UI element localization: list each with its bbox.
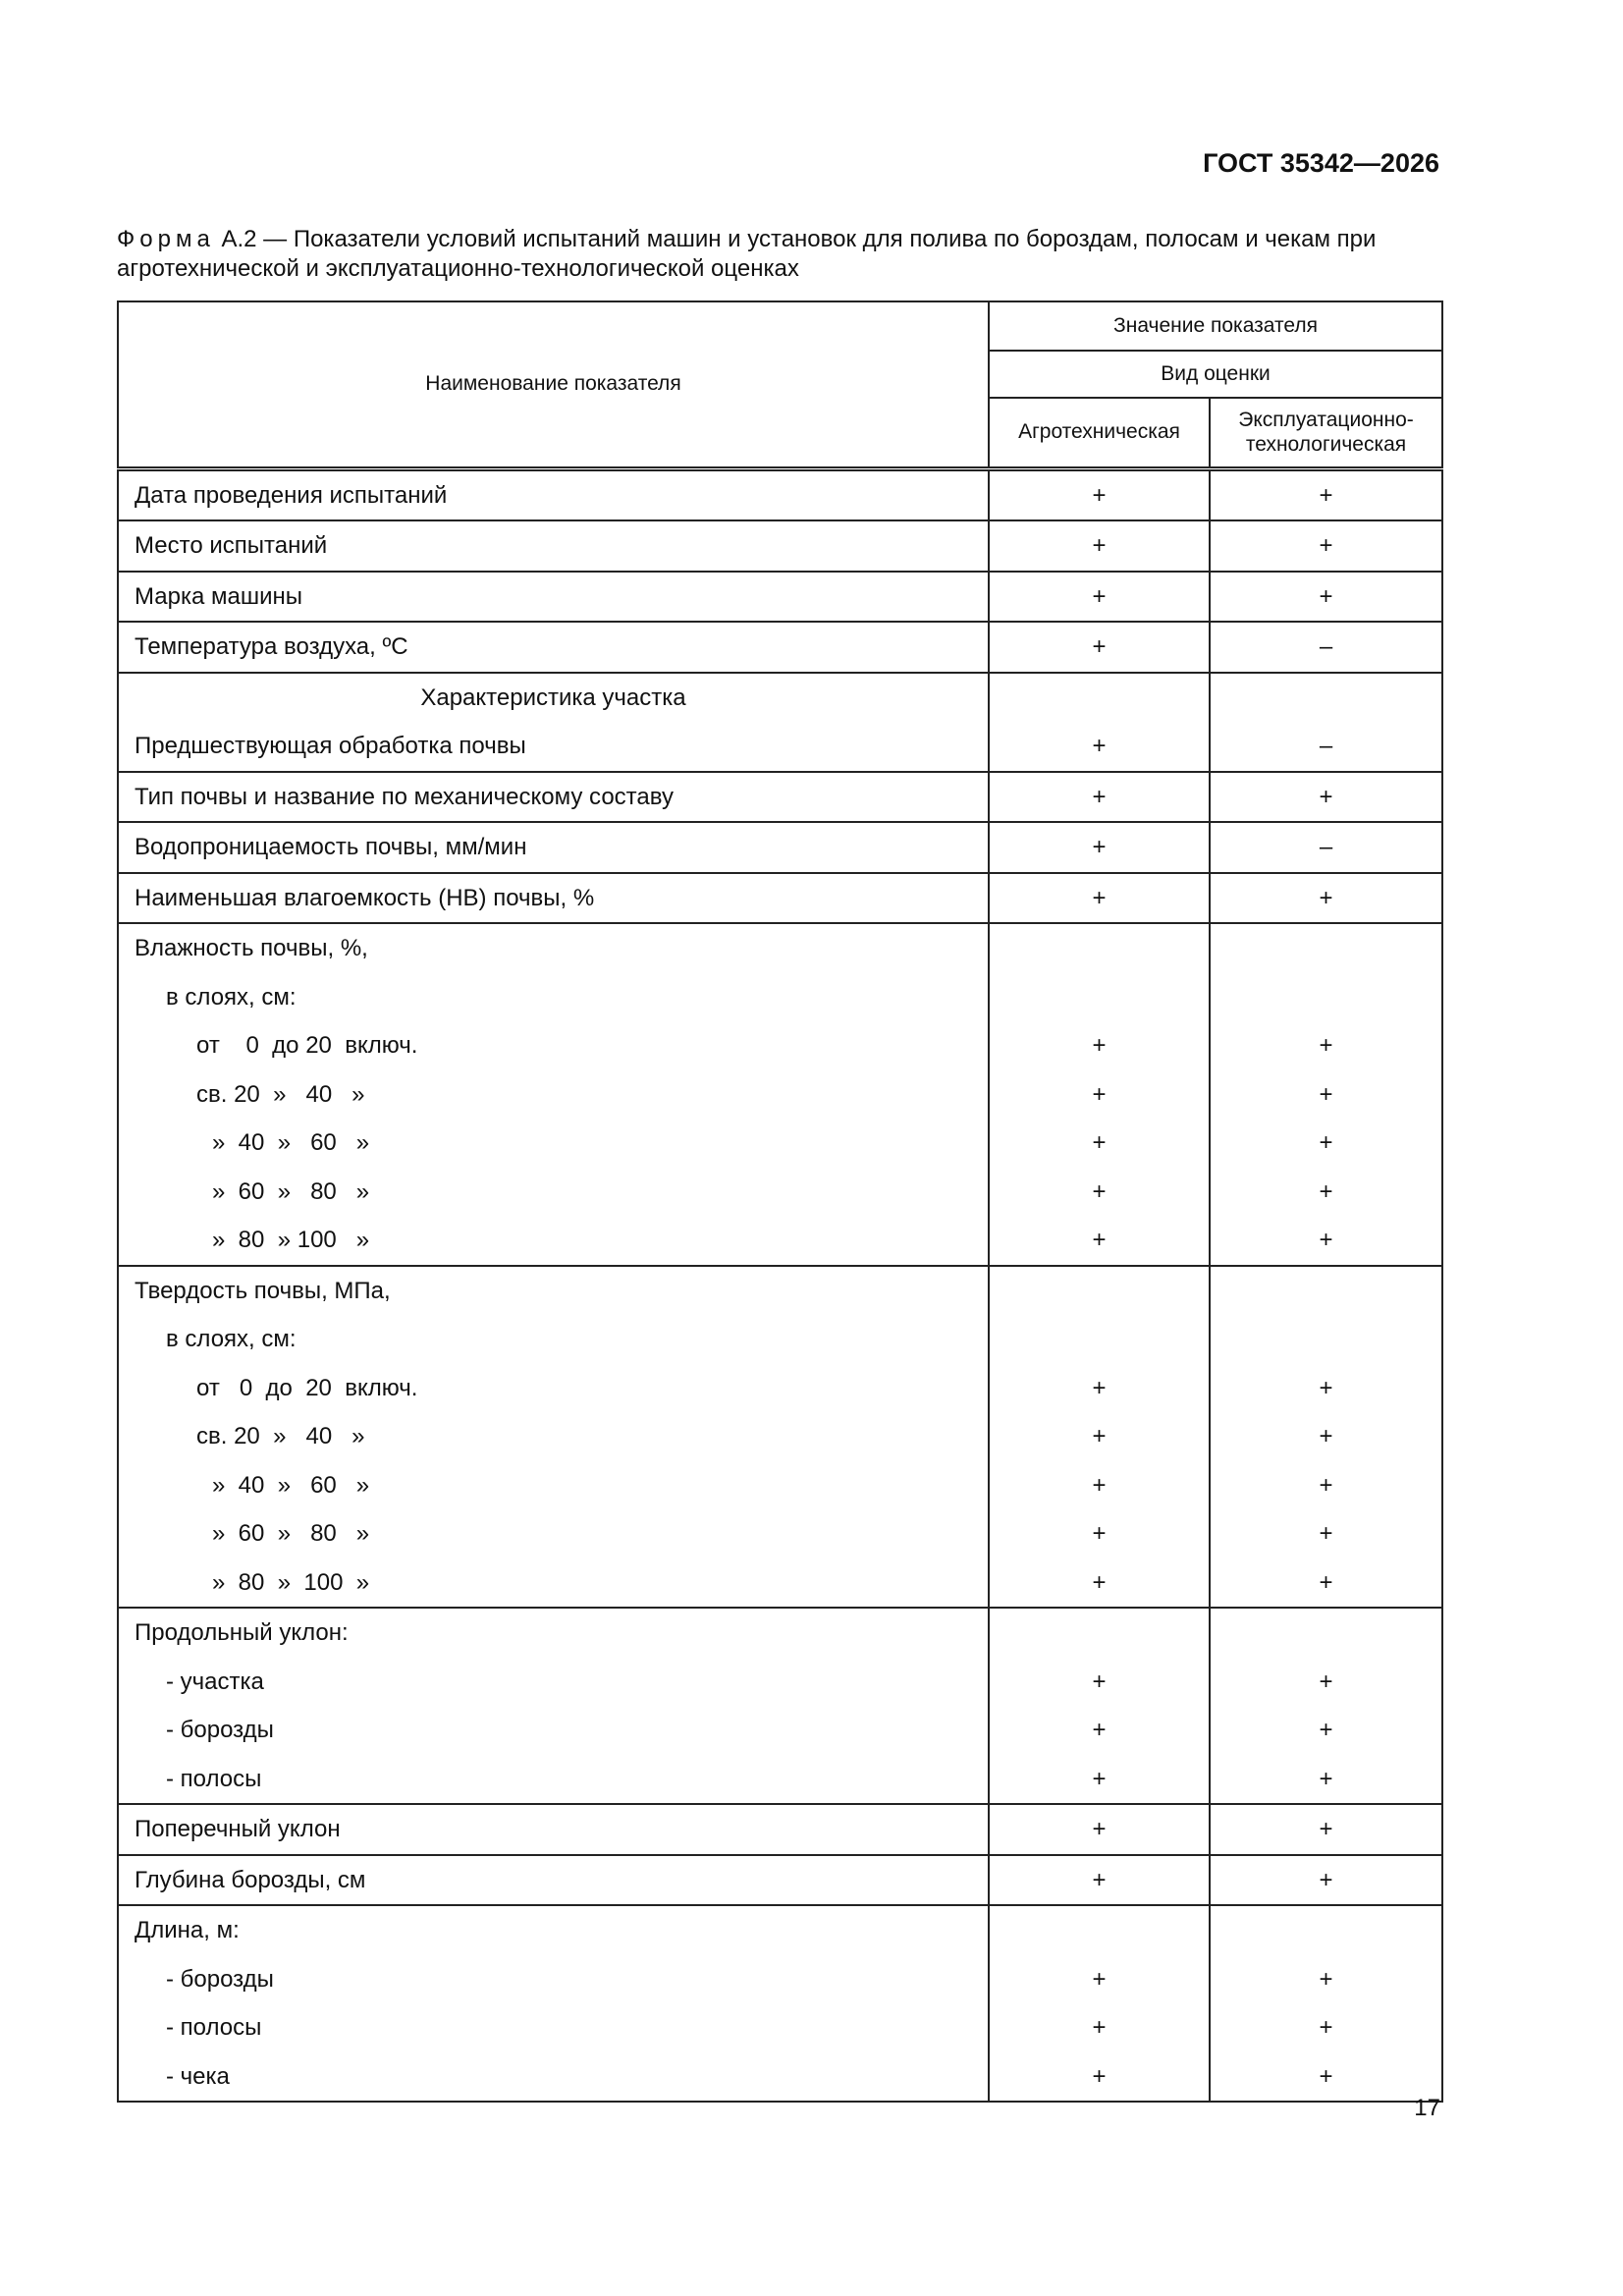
exp-value-cell	[1210, 923, 1442, 1266]
indicator-label: Влажность почвы, %,	[135, 935, 368, 961]
agro-value: +	[1092, 1177, 1107, 1205]
exp-value: +	[1319, 1816, 1333, 1842]
exp-value: +	[1319, 1374, 1333, 1401]
exp-value	[1211, 924, 1441, 973]
indicator-name-cell	[118, 520, 989, 572]
form-caption	[117, 225, 1442, 284]
indicator-label: - чека	[166, 2062, 230, 2090]
indicator-name-cell	[118, 468, 989, 520]
exp-value: +	[1319, 1520, 1333, 1547]
exp-value: +	[1319, 1965, 1333, 1993]
exp-value: +	[1319, 1177, 1333, 1205]
indicator-name-cell	[118, 822, 989, 873]
page-number: 17	[1414, 2095, 1440, 2121]
exp-value: +	[1319, 1032, 1333, 1059]
agro-value-cell	[989, 520, 1210, 572]
agro-value-cell	[989, 1266, 1210, 1609]
indicator-label: в слоях, см:	[166, 983, 297, 1011]
indicator-label: » 80 » 100 »	[212, 1568, 370, 1596]
indicator-name-cell	[118, 1804, 989, 1855]
indicator-label: Продольный уклон:	[135, 1619, 349, 1646]
exp-value: +	[1319, 1667, 1333, 1695]
indicator-name-cell	[118, 1855, 989, 1906]
agro-value	[990, 1609, 1209, 1658]
indicator-label: » 40 » 60 »	[212, 1471, 370, 1499]
exp-value-cell	[1210, 1804, 1442, 1855]
indicator-name-cell	[118, 1905, 989, 2102]
caption-text: А.2 — Показатели условий испытаний машин и установок для полива по бороздам, полосам и чекам при агротехнической и эксплуатационно-технологической оценках	[117, 226, 1377, 282]
indicator-label: - полосы	[166, 1765, 262, 1792]
indicator-label: Твердость почвы, МПа,	[135, 1277, 391, 1304]
exp-value: +	[1319, 1717, 1333, 1743]
indicator-label: » 60 » 80 »	[212, 1520, 370, 1547]
exp-value: +	[1319, 783, 1333, 810]
column-header-exp: Эксплуатационно-технологическая	[1210, 398, 1442, 468]
agro-value-cell	[989, 1905, 1210, 2102]
exp-value: +	[1319, 1423, 1333, 1449]
table-row	[118, 923, 1442, 1266]
agro-value-cell	[989, 468, 1210, 520]
agro-value: +	[1092, 733, 1107, 759]
exp-value	[1211, 1609, 1441, 1658]
table-row	[118, 873, 1442, 924]
indicator-label: Место испытаний	[135, 532, 328, 559]
exp-value: +	[1319, 582, 1333, 610]
exp-value-cell	[1210, 1905, 1442, 2102]
table-row	[118, 572, 1442, 623]
table-row	[118, 1855, 1442, 1906]
table-row	[118, 1905, 1442, 2102]
table-row	[118, 1266, 1442, 1609]
agro-value	[990, 674, 1209, 723]
table-row	[118, 468, 1442, 520]
exp-value: +	[1319, 1568, 1333, 1596]
exp-value: +	[1319, 1080, 1333, 1108]
indicator-label: от 0 до 20 включ.	[196, 1032, 418, 1059]
exp-value-cell	[1210, 1608, 1442, 1804]
agro-value: +	[1092, 481, 1107, 509]
indicator-label: » 40 » 60 »	[212, 1129, 370, 1156]
indicator-label: Водопроницаемость почвы, мм/мин	[135, 834, 527, 860]
agro-value	[990, 924, 1209, 973]
agro-value-cell	[989, 1855, 1210, 1906]
exp-value	[1211, 1315, 1441, 1364]
exp-value: +	[1319, 1129, 1333, 1156]
agro-value: +	[1092, 2014, 1107, 2041]
table-row	[118, 1804, 1442, 1855]
indicator-label: Температура воздуха, ºС	[135, 633, 408, 660]
agro-value: +	[1092, 1866, 1107, 1893]
exp-value: +	[1319, 481, 1333, 509]
caption-label: Форма	[117, 226, 215, 252]
agro-value: +	[1092, 1667, 1107, 1695]
table-row	[118, 772, 1442, 823]
agro-value: +	[1092, 1471, 1107, 1499]
indicator-label: св. 20 » 40 »	[196, 1080, 365, 1108]
agro-value: +	[1092, 1816, 1107, 1842]
indicator-name-cell	[118, 1608, 989, 1804]
agro-value: +	[1092, 834, 1107, 860]
agro-value-cell	[989, 923, 1210, 1266]
agro-value: +	[1092, 1568, 1107, 1596]
indicator-label: от 0 до 20 включ.	[196, 1374, 418, 1401]
exp-value	[1211, 1906, 1441, 1955]
column-header-kind-group: Вид оценки	[989, 351, 1442, 398]
exp-value: –	[1319, 834, 1333, 860]
column-header-name: Наименование показателя	[118, 301, 989, 468]
agro-value	[990, 1906, 1209, 1955]
indicator-name-cell	[118, 673, 989, 772]
indicator-label: Длина, м:	[135, 1917, 240, 1943]
agro-value: +	[1092, 884, 1107, 911]
indicator-name-cell	[118, 923, 989, 1266]
agro-value-cell	[989, 1804, 1210, 1855]
agro-value: +	[1092, 633, 1107, 660]
exp-value-cell	[1210, 873, 1442, 924]
exp-value-cell	[1210, 1266, 1442, 1609]
exp-value: +	[1319, 2062, 1333, 2090]
exp-value-cell	[1210, 673, 1442, 772]
indicator-name-cell	[118, 572, 989, 623]
indicator-name-cell	[118, 873, 989, 924]
indicator-label: св. 20 » 40 »	[196, 1423, 365, 1449]
agro-value: +	[1092, 1520, 1107, 1547]
agro-value-cell	[989, 1608, 1210, 1804]
column-header-agro: Агротехническая	[989, 398, 1210, 468]
exp-value-cell	[1210, 520, 1442, 572]
agro-value-cell	[989, 572, 1210, 623]
indicator-name-cell	[118, 622, 989, 673]
agro-value-cell	[989, 822, 1210, 873]
agro-value-cell	[989, 873, 1210, 924]
indicator-label: - борозды	[166, 1717, 274, 1743]
table-row	[118, 1608, 1442, 1804]
agro-value-cell	[989, 673, 1210, 772]
agro-value	[990, 1267, 1209, 1316]
agro-value	[990, 1315, 1209, 1364]
document-code: ГОСТ 35342—2026	[1203, 148, 1439, 178]
exp-value	[1211, 674, 1441, 723]
table-row	[118, 520, 1442, 572]
exp-value-cell	[1210, 468, 1442, 520]
exp-value: +	[1319, 1765, 1333, 1792]
exp-value-cell	[1210, 622, 1442, 673]
exp-value-cell	[1210, 1855, 1442, 1906]
indicator-name-cell	[118, 772, 989, 823]
agro-value-cell	[989, 772, 1210, 823]
agro-value: +	[1092, 1080, 1107, 1108]
exp-value: +	[1319, 1227, 1333, 1253]
table-row	[118, 673, 1442, 772]
agro-value: +	[1092, 1717, 1107, 1743]
indicator-label: Предшествующая обработка почвы	[135, 733, 526, 759]
exp-value	[1211, 973, 1441, 1022]
exp-value: +	[1319, 2014, 1333, 2041]
indicator-label: - борозды	[166, 1965, 274, 1993]
exp-value: +	[1319, 1471, 1333, 1499]
indicators-table	[117, 301, 1443, 2103]
agro-value: +	[1092, 532, 1107, 559]
indicator-label: Марка машины	[135, 582, 303, 610]
table-row	[118, 822, 1442, 873]
agro-value: +	[1092, 2062, 1107, 2090]
indicator-label: - полосы	[166, 2014, 262, 2041]
indicator-label: в слоях, см:	[166, 1326, 297, 1352]
agro-value: +	[1092, 1765, 1107, 1792]
agro-value: +	[1092, 783, 1107, 810]
agro-value-cell	[989, 622, 1210, 673]
agro-value: +	[1092, 1129, 1107, 1156]
indicator-label: - участка	[166, 1667, 264, 1695]
exp-value: –	[1319, 633, 1333, 660]
column-header-value-group: Значение показателя	[989, 301, 1442, 351]
exp-value: +	[1319, 884, 1333, 911]
agro-value: +	[1092, 1227, 1107, 1253]
indicator-label: Тип почвы и название по механическому составу	[135, 783, 674, 810]
indicator-label: Дата проведения испытаний	[135, 481, 448, 509]
table-body	[118, 468, 1442, 2102]
exp-value-cell	[1210, 772, 1442, 823]
indicator-label: » 80 » 100 »	[212, 1227, 370, 1253]
agro-value: +	[1092, 1032, 1107, 1059]
exp-value: –	[1319, 733, 1333, 759]
agro-value: +	[1092, 582, 1107, 610]
indicator-label: Характеристика участка	[420, 683, 686, 711]
table-row	[118, 622, 1442, 673]
exp-value-cell	[1210, 822, 1442, 873]
exp-value: +	[1319, 1866, 1333, 1893]
agro-value	[990, 973, 1209, 1022]
exp-value-cell	[1210, 572, 1442, 623]
indicator-label: Наименьшая влагоемкость (НВ) почвы, %	[135, 884, 595, 911]
exp-value	[1211, 1267, 1441, 1316]
agro-value: +	[1092, 1965, 1107, 1993]
indicator-label: Глубина борозды, см	[135, 1866, 366, 1893]
agro-value: +	[1092, 1374, 1107, 1401]
indicator-label: » 60 » 80 »	[212, 1177, 370, 1205]
exp-value: +	[1319, 532, 1333, 559]
indicator-name-cell	[118, 1266, 989, 1609]
agro-value: +	[1092, 1423, 1107, 1449]
indicator-label: Поперечный уклон	[135, 1816, 341, 1842]
